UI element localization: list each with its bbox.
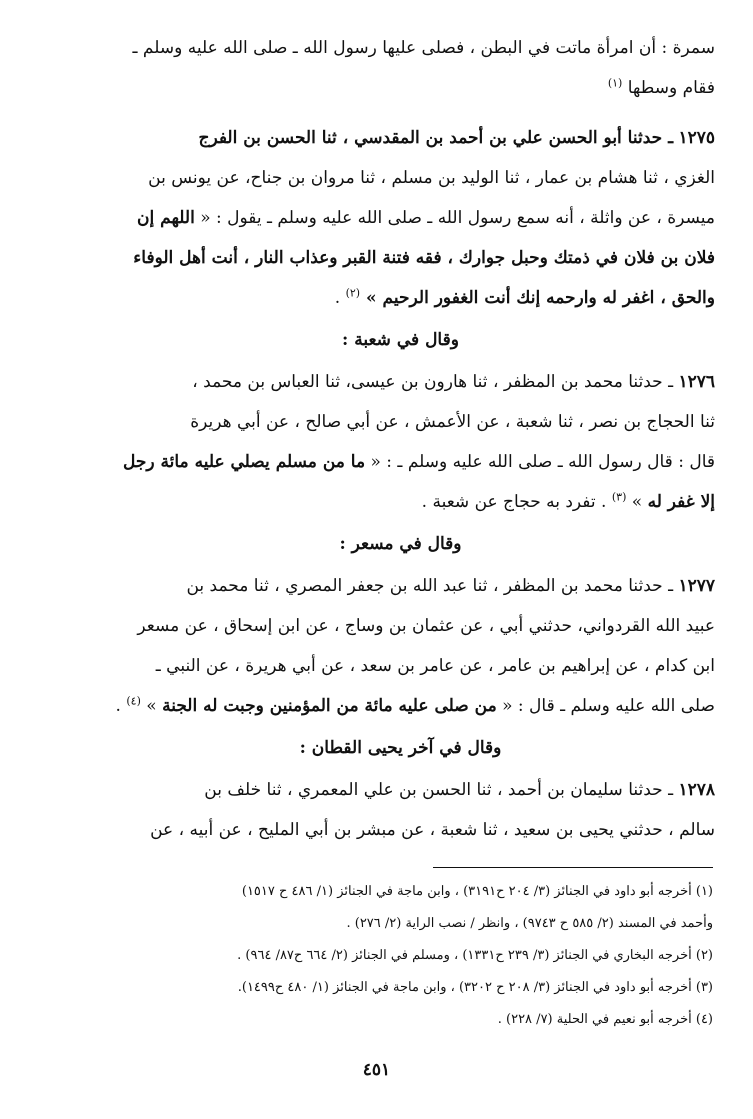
hadith-line: [86, 118, 715, 158]
section-heading: وقال في شعبة :: [342, 330, 459, 350]
text-segment: »: [626, 492, 648, 512]
hadith-line: [86, 362, 715, 402]
text-segment: قال : قال رسول الله ـ صلى الله عليه وسلم ـ : «: [365, 452, 715, 472]
footnote-ref: (١): [607, 76, 623, 90]
text-segment: ميسرة ، عن واثلة ، أنه سمع رسول الله ـ صلى الله عليه وسلم ـ يقول : «: [194, 208, 715, 228]
text-line: ثنا الحجاج بن نصر ، ثنا شعبة ، عن الأعمش ، عن أبي صالح ، عن أبي هريرة: [190, 412, 715, 432]
hadith-quote: إلا غفر له: [647, 492, 715, 512]
text-line: [86, 198, 715, 238]
hadith-quote: ما من مسلم يصلي عليه مائة رجل: [123, 452, 366, 472]
footnote-ref: (٢): [345, 286, 361, 300]
section-heading: وقال في آخر يحيى القطان :: [299, 738, 502, 758]
hadith-number: ١٢٧٦: [678, 372, 715, 392]
hadith-line: [86, 770, 715, 810]
text-segment: صلى الله عليه وسلم ـ قال : «: [496, 696, 715, 716]
text-segment: ـ حدثنا محمد بن المظفر ، ثنا هارون بن عيسى، ثنا العباس بن محمد ،: [192, 372, 674, 392]
footnote-ref: (٤): [126, 694, 141, 708]
text-line: [86, 68, 715, 108]
footnote-ref: (٣): [611, 490, 627, 504]
text-line: الغزي ، ثنا هشام بن عمار ، ثنا الوليد بن مسلم ، ثنا مروان بن جناح، عن يونس بن: [148, 168, 715, 188]
hadith-quote: والحق ، اغفر له وارحمه إنك أنت الغفور الرحيم »: [360, 288, 715, 308]
text-segment: »: [140, 696, 163, 716]
text-line: صلى الله عليه وسلم ـ قال : « من صلى عليه مائة من المؤمنين وجبت له الجنة » $^{(٤)}$ .: [115, 694, 715, 716]
text-line: [86, 482, 715, 522]
text-line: والحق ، اغفر له وارحمه إنك أنت الغفور الرحيم » $^{(٢)}$ .: [334, 286, 715, 308]
text-line: [86, 442, 715, 482]
text-segment: ـ حدثنا محمد بن المظفر ، ثنا عبد الله بن جعفر المصري ، ثنا محمد بن: [186, 576, 674, 596]
hadith-number: ١٢٧٧: [678, 576, 715, 596]
footnote-divider: [433, 867, 713, 868]
text-segment: ـ حدثنا سليمان بن أحمد ، ثنا الحسن بن علي المعمري ، ثنا خلف بن: [204, 780, 674, 800]
main-text: [86, 28, 715, 850]
text-segment: ـ حدثنا أبو الحسن علي بن أحمد بن المقدسي ، ثنا الحسن بن الفرج: [198, 128, 674, 148]
footnote: (٤) أخرجه أبو نعيم في الحلية (٧/ ٢٢٨) .: [497, 1012, 713, 1027]
page-number: ٤٥١: [362, 1060, 391, 1080]
footnote: (١) أخرجه أبو داود في الجنائز (٣/ ٢٠٤ ح٣١٩١) ، وابن ماجة في الجنائز (١/ ٤٨٦ ح ١٥١٧): [241, 884, 713, 899]
footnote: وأحمد في المسند (٢/ ٥٨٥ ح ٩٧٤٣) ، وانظر / نصب الراية (٢/ ٢٧٦) .: [346, 916, 713, 931]
footnote: (٣) أخرجه أبو داود في الجنائز (٣/ ٢٠٨ ح ٣٢٠٢) ، وابن ماجة في الجنائز (١/ ٤٨٠ ح١٤٩٩).: [237, 980, 713, 995]
text-segment: فقام وسطها: [627, 78, 715, 98]
text-segment: . تفرد به حجاج عن شعبة .: [421, 492, 612, 512]
hadith-number: ١٢٧٨: [678, 780, 715, 800]
hadith-quote: من صلى عليه مائة من المؤمنين وجبت له الجنة: [162, 696, 497, 716]
hadith-quote: اللهم إن: [137, 208, 195, 228]
text-line: سالم ، حدثني يحيى بن سعيد ، ثنا شعبة ، عن مبشر بن أبي المليح ، عن أبيه ، عن: [150, 820, 715, 840]
text-line: عبيد الله القردواني، حدثني أبي ، عن عثمان بن وساج ، عن ابن إسحاق ، عن مسعر: [137, 616, 715, 636]
hadith-quote-line: فلان بن فلان في ذمتك وحبل جوارك ، فقه فتنة القبر وعذاب النار ، أنت أهل الوفاء: [133, 248, 715, 268]
hadith-line: [86, 566, 715, 606]
section-heading: وقال في مسعر :: [339, 534, 462, 554]
text-line: ابن كدام ، عن إبراهيم بن عامر ، عن عامر بن سعد ، عن أبي هريرة ، عن النبي ـ: [155, 656, 715, 676]
footnotes: [50, 876, 713, 1036]
hadith-number: ١٢٧٥: [678, 128, 715, 148]
text-line: سمرة : أن امرأة ماتت في البطن ، فصلى عليها رسول الله ـ صلى الله عليه وسلم ـ: [132, 38, 715, 58]
footnote: (٢) أخرجه البخاري في الجنائز (٣/ ٢٣٩ ح١٣٣١) ، ومسلم في الجنائز (٢/ ٦٦٤ ح٨٧/ ٩٦٤) .: [237, 948, 713, 963]
